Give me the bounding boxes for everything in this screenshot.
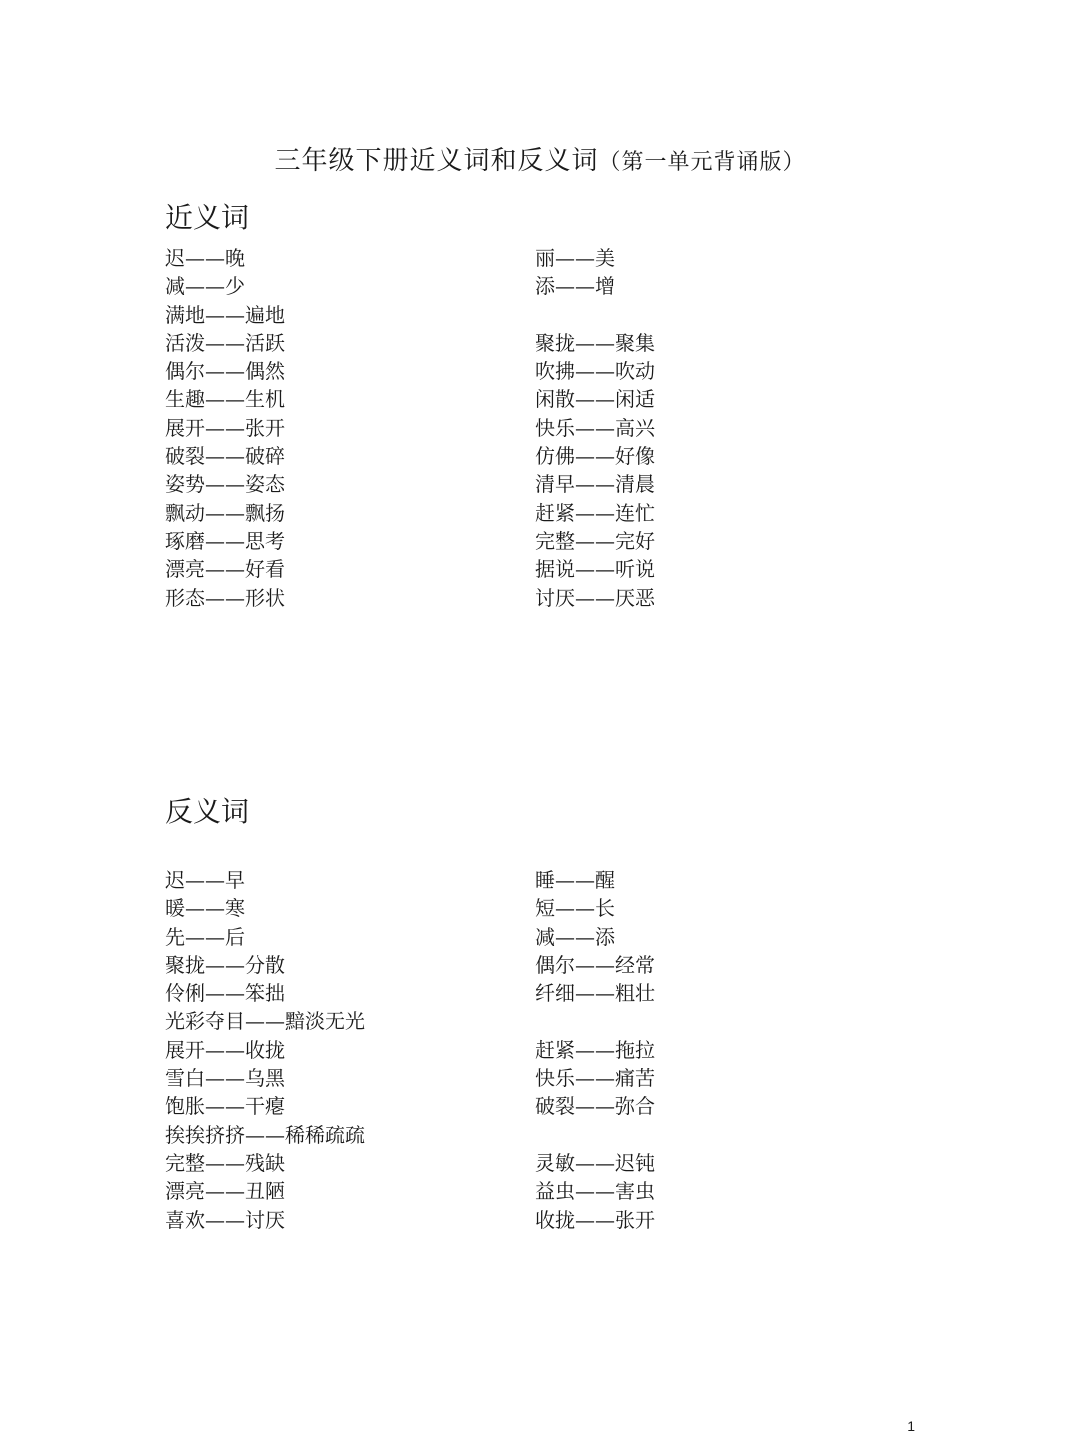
antonyms-pair-right: 快乐——痛苦: [535, 1066, 655, 1091]
synonyms-pair-left: 姿势——姿态: [165, 472, 285, 497]
antonyms-pair-right: 收拢——张开: [535, 1207, 655, 1232]
synonyms-pair-left: 破裂——破碎: [165, 444, 285, 469]
synonyms-row: [0, 301, 1080, 329]
antonyms-pair-left: 先——后: [165, 924, 245, 949]
antonyms-row: [0, 1092, 1080, 1120]
synonyms-list: [0, 244, 1080, 612]
antonyms-row: [0, 1064, 1080, 1092]
synonyms-pair-left: 生趣——生机: [165, 387, 285, 412]
antonyms-row: [0, 979, 1080, 1007]
synonyms-heading: 近义词: [165, 201, 250, 234]
page-number: 1: [907, 1418, 915, 1434]
synonyms-row: [0, 385, 1080, 413]
antonyms-pair-right: 破裂——弥合: [535, 1094, 655, 1119]
antonyms-heading: 反义词: [165, 795, 250, 828]
synonyms-row: [0, 470, 1080, 498]
antonyms-pair-left: 光彩夺目——黯淡无光: [165, 1009, 365, 1034]
antonyms-row: [0, 1206, 1080, 1234]
antonyms-pair-left: 暖——寒: [165, 896, 245, 921]
antonyms-pair-left: 喜欢——讨厌: [165, 1207, 285, 1232]
synonyms-pair-left: 形态——形状: [165, 585, 285, 610]
synonyms-row: [0, 414, 1080, 442]
antonyms-pair-right: 短——长: [535, 896, 615, 921]
synonyms-pair-left: 展开——张开: [165, 415, 285, 440]
synonyms-row: [0, 555, 1080, 583]
antonyms-row: [0, 866, 1080, 894]
antonyms-row: [0, 1121, 1080, 1149]
title-main: 三年级下册近义词和反义词: [274, 146, 599, 176]
antonyms-pair-left: 伶俐——笨拙: [165, 981, 285, 1006]
antonyms-pair-right: 益虫——害虫: [535, 1179, 655, 1204]
antonyms-pair-left: 展开——收拢: [165, 1037, 285, 1062]
synonyms-pair-left: 活泼——活跃: [165, 330, 285, 355]
synonyms-pair-left: 飘动——飘扬: [165, 500, 285, 525]
synonyms-pair-right: 丽——美: [535, 246, 615, 270]
antonyms-pair-left: 聚拢——分散: [165, 952, 285, 977]
synonyms-pair-left: 迟——晚: [165, 246, 245, 270]
antonyms-row: [0, 1036, 1080, 1064]
antonyms-row: [0, 951, 1080, 979]
antonyms-row: [0, 1149, 1080, 1177]
antonyms-pair-left: 迟——早: [165, 868, 245, 892]
title-subtitle: （第一单元背诵版）: [598, 150, 806, 175]
synonyms-pair-left: 偶尔——偶然: [165, 359, 285, 384]
synonyms-pair-right: 添——增: [535, 274, 615, 299]
synonyms-pair-right: 仿佛——好像: [535, 444, 655, 469]
synonyms-pair-right: 清早——清晨: [535, 472, 655, 497]
synonyms-row: [0, 244, 1080, 272]
antonyms-list: [0, 866, 1080, 1234]
synonyms-pair-right: 吹拂——吹动: [535, 359, 655, 384]
antonyms-row: [0, 1177, 1080, 1205]
antonyms-pair-right: 纤细——粗壮: [535, 981, 655, 1006]
synonyms-pair-left: 减——少: [165, 274, 245, 299]
antonyms-pair-left: 雪白——乌黑: [165, 1066, 285, 1091]
antonyms-pair-left: 挨挨挤挤——稀稀疏疏: [165, 1122, 365, 1147]
synonyms-pair-right: 快乐——高兴: [535, 415, 655, 440]
synonyms-row: [0, 584, 1080, 612]
synonyms-pair-right: 据说——听说: [535, 557, 655, 582]
synonyms-pair-right: 讨厌——厌恶: [535, 585, 655, 610]
antonyms-row: [0, 923, 1080, 951]
antonyms-pair-right: 睡——醒: [535, 868, 615, 892]
synonyms-row: [0, 329, 1080, 357]
synonyms-pair-right: 闲散——闲适: [535, 387, 655, 412]
antonyms-row: [0, 894, 1080, 922]
synonyms-pair-right: 赶紧——连忙: [535, 500, 655, 525]
antonyms-pair-left: 饱胀——干瘪: [165, 1094, 285, 1119]
synonyms-pair-left: 琢磨——思考: [165, 528, 285, 553]
synonyms-row: [0, 272, 1080, 300]
synonyms-pair-right: 聚拢——聚集: [535, 330, 655, 355]
antonyms-pair-right: 偶尔——经常: [535, 952, 655, 977]
antonyms-pair-left: 漂亮——丑陋: [165, 1179, 285, 1204]
synonyms-pair-right: 完整——完好: [535, 528, 655, 553]
synonyms-row: [0, 357, 1080, 385]
antonyms-row: [0, 1007, 1080, 1035]
synonyms-row: [0, 499, 1080, 527]
synonyms-pair-left: 满地——遍地: [165, 302, 285, 327]
antonyms-pair-right: 减——添: [535, 924, 615, 949]
antonyms-pair-right: 灵敏——迟钝: [535, 1150, 655, 1175]
synonyms-row: [0, 442, 1080, 470]
antonyms-pair-left: 完整——残缺: [165, 1150, 285, 1175]
synonyms-row: [0, 527, 1080, 555]
page-title: [0, 140, 1080, 177]
synonyms-pair-left: 漂亮——好看: [165, 557, 285, 582]
antonyms-pair-right: 赶紧——拖拉: [535, 1037, 655, 1062]
